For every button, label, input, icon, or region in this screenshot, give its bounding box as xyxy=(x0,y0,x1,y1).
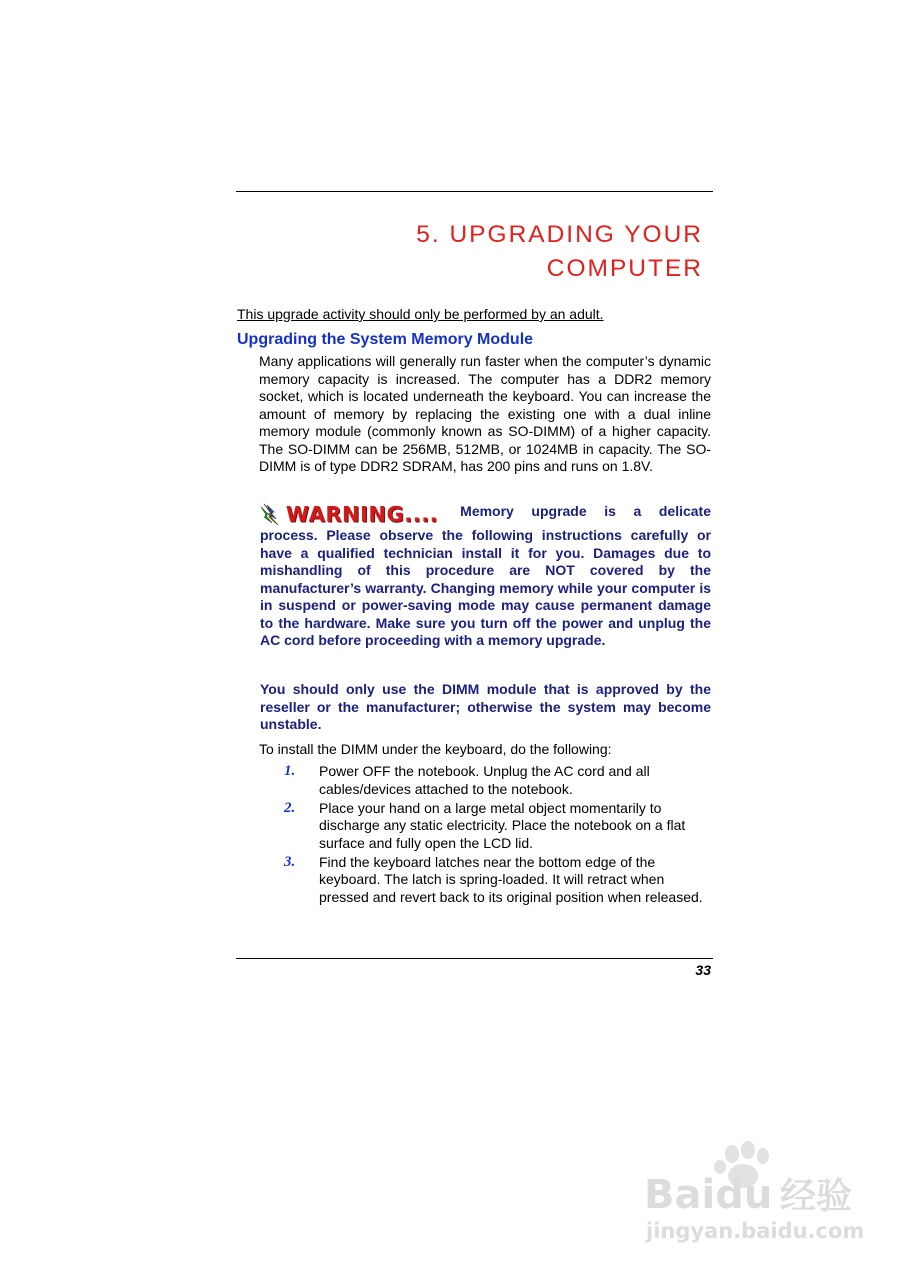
step-text: Power OFF the notebook. Unplug the AC cord and all cables/devices attached to the notebook. xyxy=(319,763,650,797)
warning-logo xyxy=(260,503,438,527)
bottom-divider xyxy=(236,958,713,959)
watermark-brand-cn: 经验 xyxy=(780,1176,853,1217)
warning-label: WARNING.... xyxy=(285,502,439,527)
chapter-title-line-1: 5. UPGRADING YOUR xyxy=(416,221,703,248)
install-intro: To install the DIMM under the keyboard, do the following: xyxy=(259,741,612,757)
warning-block xyxy=(260,503,711,650)
step-number: 1. xyxy=(284,763,296,779)
section-heading: Upgrading the System Memory Module xyxy=(237,331,534,348)
top-divider xyxy=(236,191,713,192)
step-text: Find the keyboard latches near the bottom edge of the keyboard. The latch is spring-loaded. It will retract when pressed and revert back to its original position when released. xyxy=(319,853,703,905)
watermark-brand: Baidu xyxy=(644,1172,773,1218)
lightning-bolt-icon xyxy=(260,503,282,527)
chapter-title xyxy=(283,218,703,286)
install-step-3 xyxy=(284,854,704,907)
dimm-approval-note: You should only use the DIMM module that is approved by the reseller or the manufacturer; otherwise the system may become unstable. xyxy=(260,681,711,732)
watermark-url: jingyan.baidu.com xyxy=(646,1219,865,1243)
baidu-jingyan-watermark xyxy=(640,1140,870,1250)
adult-warning-note: This upgrade activity should only be performed by an adult. xyxy=(237,306,604,322)
install-step-2 xyxy=(284,800,704,853)
manual-page xyxy=(236,0,713,1280)
warning-text: Memory upgrade is a delicate process. Please observe the following instructions carefully or have a qualified technician install it for you. Damages due to mishandling of this procedure are NOT covered by the manufacturer’s warranty. Changing memory while your computer is in suspend or power-saving mode may cause permanent damage to the hardware. Make sure you turn off the power and unplug the AC cord before proceeding with a memory upgrade. xyxy=(260,503,711,649)
step-number: 3. xyxy=(284,853,296,870)
page-number: 33 xyxy=(695,962,711,978)
chapter-title-line-2: COMPUTER xyxy=(546,255,703,282)
step-text: Place your hand on a large metal object momentarily to discharge any static electricity. Place the notebook on a flat surface and fully open the LCD lid. xyxy=(319,799,686,851)
install-step-1 xyxy=(284,763,704,798)
step-number: 2. xyxy=(284,799,296,816)
intro-paragraph: Many applications will generally run faster when the computer’s dynamic memory capacity is increased. The computer has a DDR2 memory socket, which is located underneath the keyboard. You can increase the amount of memory by replacing the existing one with a dual inline memory module (commonly known as SO-DIMM) of a higher capacity. The SO-DIMM can be 256MB, 512MB, or 1024MB in capacity. The SO-DIMM is of type DDR2 SDRAM, has 200 pins and runs on 1.8V. xyxy=(259,353,711,474)
install-steps-list xyxy=(284,763,704,908)
